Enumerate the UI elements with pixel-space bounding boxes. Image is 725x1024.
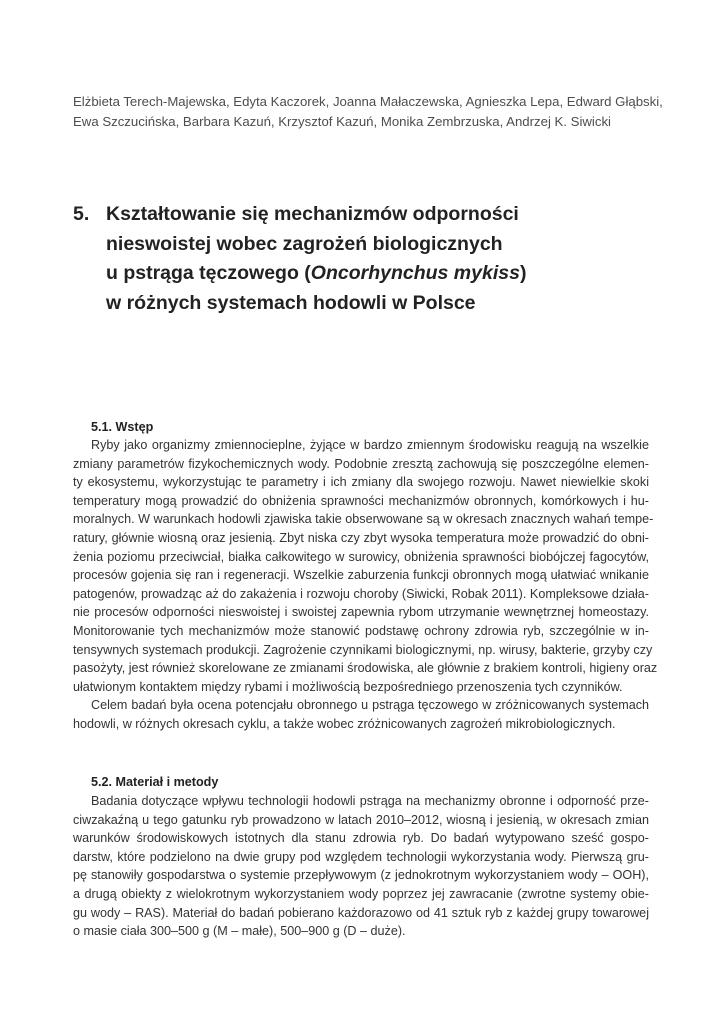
text-line: pasożyty, jest również skorelowane ze zmianami środowiska, ale głównie z brakiem kontroli, higieny oraz (73, 661, 658, 676)
text-line: pę stanowiły gospodarstwa o systemie przepływowym (z jednokrotnym wykorzystaniem wody – OOH), (73, 868, 649, 883)
text-line: ciwzakaźną u tego gatunku ryb prowadzono w latach 2010–2012, wiosną i jesienią, w okresach zmian (73, 812, 649, 827)
species-name: Oncorhynchus mykiss (310, 262, 520, 284)
text-line: ratury, głównie wiosną oraz jesienią. Zbyt niska czy zbyt wysoka temperatura może prowadzić do obni- (73, 530, 649, 545)
text-line: darstw, które podzielono na dwie grupy pod względem technologii wykorzystania wody. Pierwszą gru- (73, 849, 649, 864)
text-line: Monitorowanie tych mechanizmów może stanowić podstawę ochrony zdrowia ryb, szczególnie w in- (73, 623, 649, 638)
text-line: warunków środowiskowych istotnych dla stanu zdrowia ryb. Do badań wytypowano sześć gospo- (73, 831, 649, 846)
text-line: patogenów, prowadząc aż do zakażenia i rozwoju choroby (Siwicki, Robak 2011). Kompleksowe działa- (73, 586, 649, 601)
text-line: żenia poziomu przeciwciał, białka całkowitego w surowicy, obniżenia sprawności biobójczej fagocytów, (73, 549, 649, 564)
title-text: u pstrąga tęczowego ( (106, 262, 311, 284)
chapter-title-line: nieswoistej wobec zagrożeń biologicznych (106, 232, 503, 255)
text-line: procesów gojenia się ran i regeneracji. Wszelkie zaburzenia funkcji obronnych mogą ułatwiać wnikanie (73, 568, 649, 583)
chapter-title-line: Kształtowanie się mechanizmów odporności (106, 203, 519, 225)
author-list (73, 92, 663, 132)
text-line: zmiany parametrów fizykochemicznych wody. Podobnie zresztą zachowują się poszczególne elemen- (73, 456, 649, 471)
paragraph-methods (73, 792, 649, 941)
section-heading-material-metody: 5.2. Materiał i metody (91, 775, 219, 789)
chapter-number: 5. (73, 203, 90, 225)
title-text: ) (519, 262, 527, 284)
text-line: Celem badań była ocena potencjału obronnego u pstrąga tęczowego w zróżnicowanych systemach (91, 698, 649, 713)
paragraph-introduction (73, 436, 658, 734)
author-line: Ewa Szczucińska, Barbara Kazuń, Krzysztof Kazuń, Monika Zembrzuska, Andrzej K. Siwicki (73, 114, 611, 129)
text-line: temperatury mogą prowadzić do obniżenia sprawności mechanizmów obronnych, komórkowych i hu- (73, 493, 649, 508)
text-line: hodowli, w różnych okresach cyklu, a także wobec zróżnicowanych zagrożeń mikrobiologicznych. (73, 716, 616, 731)
text-line: moralnych. W warunkach hodowli zjawiska takie obserwowane są w okresach znacznych wahań tempe- (73, 512, 654, 527)
text-line: nie procesów odporności nieswoistej i swoistej zapewnia rybom utrzymanie wewnętrznej homeostazy. (73, 605, 649, 620)
text-line: ułatwionym kontaktem między rybami i możliwością bezpośredniego przenoszenia tych czynników. (73, 679, 623, 694)
text-line: o masie ciała 300–500 g (M – małe), 500–900 g (D – duże). (73, 924, 406, 939)
text-line: Badania dotyczące wpływu technologii hodowli pstrąga na mechanizmy obronne i odporność prze- (91, 794, 649, 808)
chapter-title-line (106, 259, 673, 289)
author-line: Elżbieta Terech-Majewska, Edyta Kaczorek, Joanna Małaczewska, Agnieszka Lepa, Edward Głąbski, (73, 94, 663, 109)
text-line: tensywnych systemach produkcji. Zagrożenie czynnikami biologicznymi, np. wirusy, bakterie, grzyby czy (73, 642, 653, 657)
text-line: Ryby jako organizmy zmiennocieplne, żyjące w bardzo zmiennym środowisku reagują na wszelkie (91, 438, 649, 452)
chapter-title-line: w różnych systemach hodowli w Polsce (106, 291, 476, 314)
text-line: gu wody – RAS). Materiał do badań pobierano każdorazowo od 41 sztuk ryb z każdej grupy towarowej (73, 905, 649, 920)
text-line: ty ekosystemu, wykorzystując te parametry i ich zmiany dla swojego rozwoju. Nawet niewielkie skoki (73, 475, 649, 490)
text-line: a drugą obiekty z wielokrotnym wykorzystaniem wody poprzez jej zawracanie (zwrotne systemy obie- (73, 886, 649, 901)
chapter-title (73, 200, 673, 318)
section-heading-wstep: 5.1. Wstęp (91, 420, 154, 434)
